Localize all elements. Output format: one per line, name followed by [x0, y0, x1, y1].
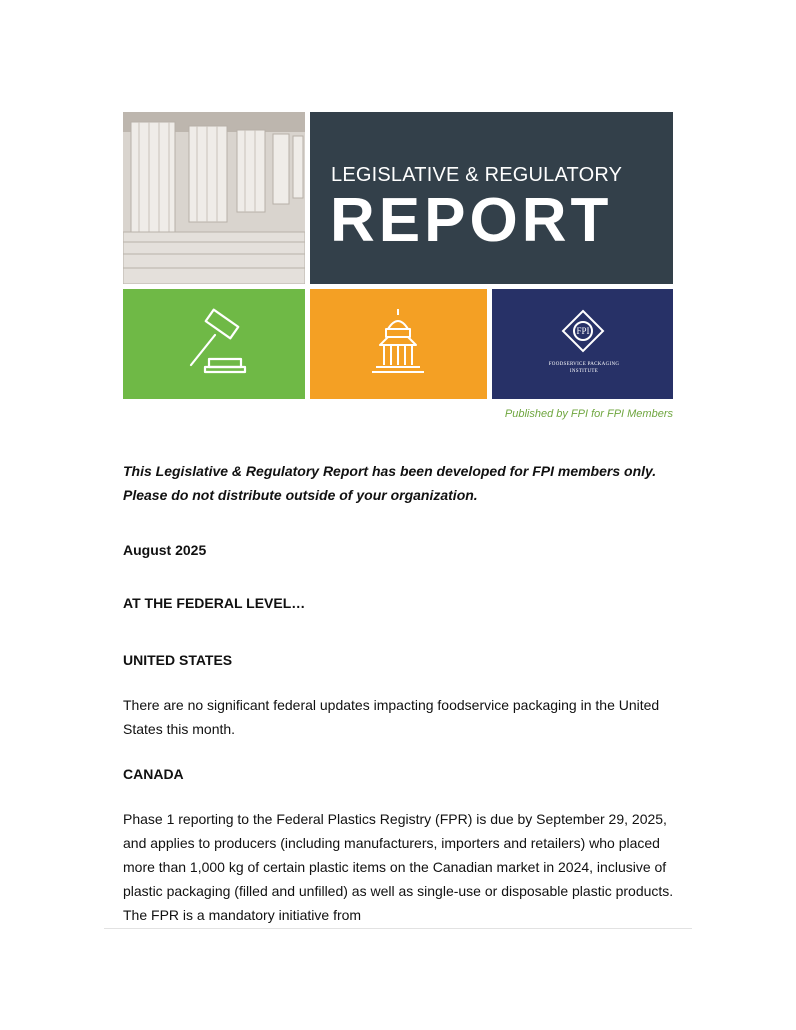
us-paragraph: There are no significant federal updates impacting foodservice packaging in the United States this month. — [123, 697, 660, 737]
page-divider — [104, 928, 692, 929]
title-block — [310, 112, 673, 284]
intro-notice: This Legislative & Regulatory Report has been developed for FPI members only. Please do not distribute outside of your organization. — [123, 463, 657, 503]
gavel-icon — [123, 289, 305, 399]
federal-heading: AT THE FEDERAL LEVEL… — [123, 595, 306, 611]
capitol-tile — [310, 289, 487, 399]
report-date: August 2025 — [123, 542, 207, 558]
canada-paragraph: Phase 1 reporting to the Federal Plastics Registry (FPR) is due by September 29, 2025, and applies to producers (including manufacturers, importers and retailers) who placed more than 1,000 kg of certain plastic items on the Canadian market in 2024, inclusive of plastic packaging (filled and unfilled) as well as single-use or disposable plastic products. The FPR is a mandatory initiative from — [123, 811, 674, 923]
us-heading: UNITED STATES — [123, 652, 233, 668]
fpi-logo — [492, 289, 673, 399]
capitol-building-icon — [310, 289, 487, 399]
columns-photo — [123, 112, 305, 284]
report-title: REPORT — [330, 186, 613, 255]
published-by: Published by FPI for FPI Members — [504, 408, 673, 420]
report-subtitle: LEGISLATIVE & REGULATORY — [331, 164, 623, 186]
gavel-tile — [123, 289, 305, 399]
columns-illustration — [123, 112, 305, 284]
report-body — [123, 459, 683, 927]
fpi-tile — [492, 289, 673, 399]
canada-heading: CANADA — [123, 766, 184, 782]
fpi-caption: FOODSERVICE PACKAGING INSTITUTE — [548, 362, 620, 374]
fpi-logo-text: FPI — [576, 326, 590, 336]
report-banner — [123, 112, 673, 430]
